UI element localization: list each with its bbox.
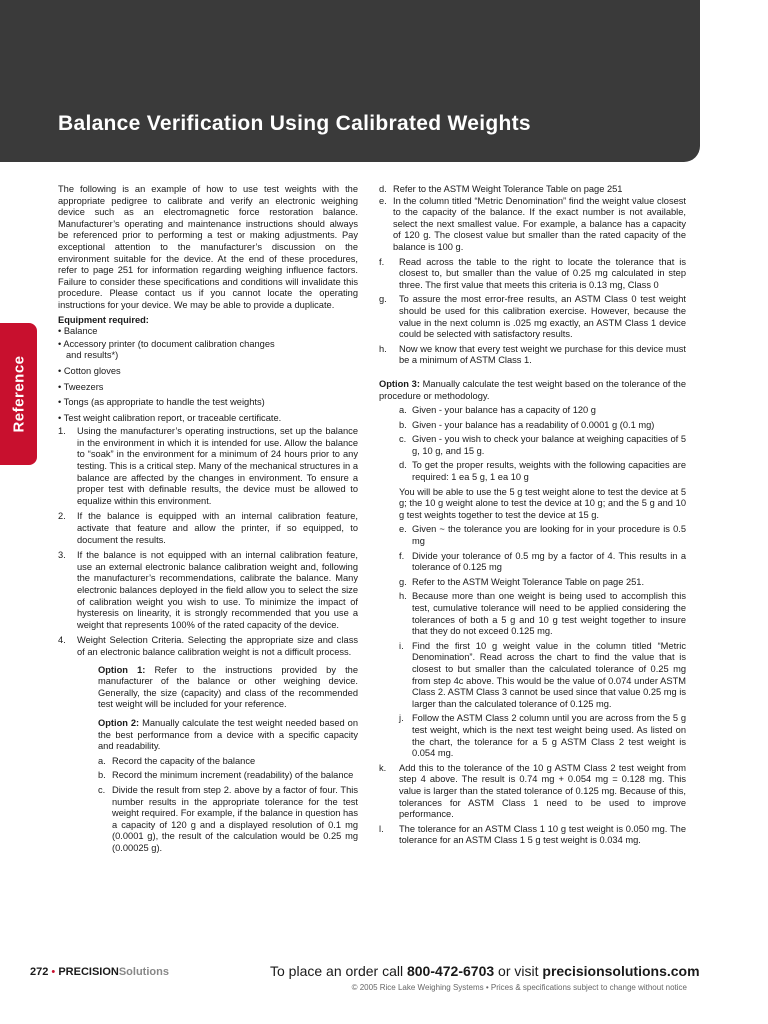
item-marker: l. [379,823,384,834]
item-text: Given - your balance has a readability of 0.0001 g (0.1 mg) [412,419,655,430]
option-3-item [399,524,686,547]
item-text: Given - your balance has a capacity of 120 g [412,405,596,416]
side-tab-label: Reference [10,355,27,433]
option-3-text: Manually calculate the test weight based on the tolerance of the procedure or methodology. [379,378,686,401]
item-marker: e. [399,524,407,535]
option-3-note: You will be able to use the 5 g test weight alone to test the device at 5 g; the 10 g weight alone to test the device at 10 g; and the 5 g and 10 g test weights together to test the device at 15 g. [399,486,686,520]
equipment-item: • Balance [58,326,98,337]
equipment-item: • Tongs (as appropriate to handle the test weights) [58,397,265,408]
item-text: Because more than one weight is being used to accomplish this test, cumulative tolerance will need to be applied considering the tolerances of both a 5 g and 10 g test weight together to insure that they do not exceed 0.125 mg. [412,591,686,637]
item-marker: g. [379,294,387,305]
option-2-item [379,196,686,254]
option-3-item [399,420,686,432]
item-marker: k. [379,762,387,773]
item-marker: h. [399,591,407,602]
copyright-line: © 2005 Rice Lake Weighing Systems • Prices & specifications subject to change without notice [351,983,687,992]
option-2-item [379,257,686,292]
item-marker: j. [399,713,404,724]
page-header [0,0,700,162]
item-text: To assure the most error-free results, an ASTM Class 0 test weight should be used for this calibration exercise. However, because the value in the next column is .025 mg exactly, an ASTM Class 1 device could be selected with satisfactory results. [399,294,686,340]
option-3-item [379,824,686,847]
brand-suffix: Solutions [118,966,169,978]
item-marker: b. [98,770,106,781]
option-1-text: Refer to the instructions provided by the manufacturer of the balance or other weighing device. Generally, the size (capacity) and class of the recommended test weight will be included for your reference. [98,664,359,710]
item-text: Record the capacity of the balance [112,755,256,766]
website-link[interactable]: precisionsolutions.com [542,963,700,979]
item-text: Refer to the ASTM Weight Tolerance Table on page 251. [412,576,645,587]
step-text: If the balance is not equipped with an internal calibration feature, use an external electronic balance calibration weight and, following the manufacturer’s recommendations, calibrate the balance. Many electronic balances deployed in the field allow you to select the size of calibration weight you wish to use. To minimize the impact of hysteresis on linearity, it is strongly recommended that you use a weight that represents 100% of the rated capacity of the device. [77,550,358,630]
option-2-paragraph [98,718,358,753]
option-3-list [399,405,686,760]
item-marker: a. [98,755,106,766]
intro-paragraph: The following is an example of how to use test weights with the appropriate pedigree to calibrate and verify an electronic weighing device such as an electromagnetic force restoration balance. Manufacturer’s operating and maintenance instructions should always be referenced prior to performing a test or making adjustments. Pay exceptional attention to the manufacturer’s discussion on the environment suitable for the device. At the end of these procedures, refer to page 251 for information regarding weighing influence factors. Failure to consider these specifications and conditions will invalidate this procedure. Please contact us if you cannot locate the operating instructions for your device. We may be able to provide a duplicate. [58,184,358,310]
item-text: Given ~ the tolerance you are looking for in your procedure is 0.5 mg [412,524,686,547]
option-2-item [379,184,686,196]
item-marker: e. [379,195,387,206]
equipment-item: and results*) [66,350,119,361]
page-title: Balance Verification Using Calibrated Weights [58,112,531,135]
item-marker: f. [399,550,405,561]
step-text: Weight Selection Criteria. Selecting the appropriate size and class of an electronic balance calibration weight is not a difficult process. [77,635,358,657]
order-prefix: To place an order call [270,963,407,979]
step-marker: 2. [58,511,66,522]
option-3-item [399,434,686,457]
step-text: If the balance is equipped with an internal calibration feature, activate that feature and allow the printer, if so equipped, to document the results. [77,511,358,545]
option-2-item [379,294,686,340]
option-3-item [399,551,686,574]
step-marker: 3. [58,550,66,561]
item-text: Find the first 10 g weight value in the column titled “Metric Denomination”. Read across the chart to find the value that is closest to but smaller than the calculated tolerance of 0.25 mg from step 4c above. This would be the value of 0.074 under ASTM Class 2. ASTM Class 3 cannot be used since that value 0.25 mg is larger than the calculated tolerance of 0.125 mg. [412,640,686,709]
option-2-label: Option 2: [98,717,140,728]
option-2-item [98,770,358,782]
phone-number[interactable]: 800-472-6703 [406,963,495,979]
equipment-item: • Tweezers [58,381,104,392]
bullet-separator: • [48,966,59,978]
item-marker: c. [399,434,407,445]
item-text: Record the minimum increment (readability) of the balance [112,770,354,781]
item-marker: d. [379,184,387,194]
reference-side-tab [0,323,37,465]
option-3-paragraph [379,379,686,402]
option-1-label: Option 1: [98,664,146,675]
item-marker: b. [399,419,407,430]
item-text: Given - you wish to check your balance at weighing capacities of 5 g, 10 g, and 15 g. [412,434,686,456]
page-number: 272 [30,966,49,978]
equipment-heading: Equipment required: [58,314,149,325]
item-text: Divide the result from step 2. above by a factor of four. This number results in the appropriate tolerance for the test weight required. For example, if the balance in question has a capacity of 120 g and a displayed resolution of 0.1 mg (0.0001 g), the result of the calculation would be 0.25 mg (0.00025 g). [112,784,358,853]
item-text: Add this to the tolerance of the 10 g ASTM Class 2 test weight from step 4 above. The result is 0.74 mg + 0.054 mg = 0.128 mg. This value is larger than the stated tolerance of 0.125 mg. Because of this, tolerances for ASTM Class 1 need to be used to improve performance. [399,762,686,820]
step-item [58,511,358,546]
item-text: Read across the table to the right to locate the tolerance that is closest to, but smaller than the value of 0.25 mg calculated in step three. The first value that meets this criteria is 0.13 mg, Class 0 [399,256,686,290]
step-marker: 4. [58,635,66,646]
item-text: Follow the ASTM Class 2 column until you are across from the 5 g test weight, which is the next test weight being used. As listed on the chart, the tolerance for a 5 g ASTM Class 2 test weight is 0.054 mg. [412,713,686,759]
equipment-item: • Accessory printer (to document calibration changes [58,338,275,349]
option-3-item [399,713,686,759]
item-marker: h. [379,343,387,354]
item-text: The tolerance for an ASTM Class 1 10 g test weight is 0.050 mg. The tolerance for an ASTM Class 1 5 g test weight is 0.034 mg. [399,823,686,846]
option-2-item [379,344,686,367]
option-3-item [399,591,686,637]
step-item [58,426,358,507]
step-text: Using the manufacturer’s operating instructions, set up the balance in the environment in which it is intended for use. Allow the balance to “soak” in the environment for a minimum of 24 hours prior to any testing. This is a critical step. Many of the mechanical structures in a balance are affected by the changes in environment. To ensure a proper test with definable results, the device must be allowed to equalize within this environment. [77,426,358,506]
item-marker: d. [399,460,407,471]
step-marker: 1. [58,426,66,437]
option-3-item [399,405,686,417]
item-marker: c. [98,784,106,795]
step-item [58,635,358,658]
option-3-item [399,460,686,483]
or-visit: or visit [494,963,543,979]
item-text: Now we know that every test weight we purchase for this device must be a minimum of ASTM Class 1. [399,343,686,366]
equipment-item: • Cotton gloves [58,365,121,376]
item-text: To get the proper results, weights with the following capacities are required: 1 ea 5 g, 1 ea 10 g [412,460,686,483]
option-3-label: Option 3: [379,378,420,389]
option-2-item [98,756,358,768]
option-3-item [399,577,686,589]
page-footer-brand [30,966,169,978]
item-marker: g. [399,576,407,587]
item-text: Refer to the ASTM Weight Tolerance Table on page 251 [393,184,623,194]
right-column [379,184,686,847]
item-marker: a. [399,405,407,416]
equipment-item: • Test weight calibration report, or traceable certificate. [58,412,282,423]
item-text: In the column titled “Metric Denomination” find the weight value closest to the capacity of the balance. If the exact number is not available, select the next smallest value. For example, a balance has a capacity of 120 g. The closest value but smaller than the rated capacity of the balance is 100 g. [393,195,686,252]
order-line [270,963,700,979]
equipment-list [58,326,358,424]
step-item [58,550,358,631]
option-1-paragraph [98,665,358,711]
item-text: Divide your tolerance of 0.5 mg by a factor of 4. This results in a tolerance of 0.125 mg [412,550,686,573]
brand-name: PRECISION [58,966,119,978]
option-2-text: Manually calculate the test weight needed based on the best performance from a device with a specific capacity and readability. [98,717,359,752]
item-marker: f. [379,256,385,267]
option-3-item [379,763,686,821]
option-2-list [98,756,358,855]
option-2-item [98,785,358,855]
left-column [58,184,358,854]
item-marker: i. [399,640,404,651]
option-2-continued-list [379,184,686,367]
option-3-item [399,641,686,711]
